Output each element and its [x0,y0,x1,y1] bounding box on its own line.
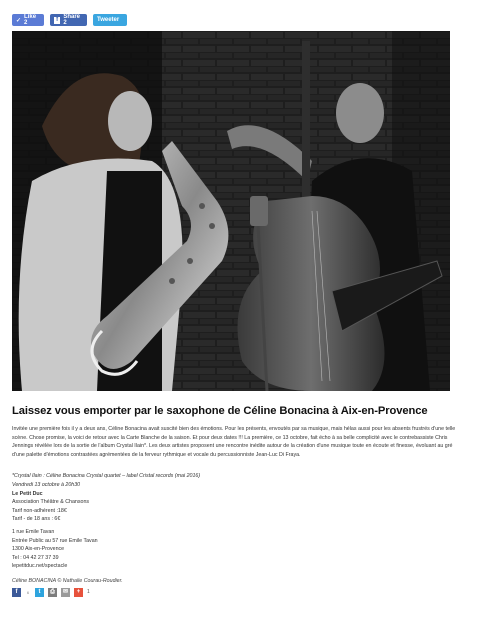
info-line: Tarif - de 18 ans : 6€ [12,516,61,523]
share-bar [12,14,127,26]
thumbs-up-icon: ✓ [16,17,22,24]
info-line: Tarif non-adhérent :18€ [12,507,67,514]
share-count: 1 [87,589,90,595]
website-link[interactable]: lepetitduc.net/spectacle [12,563,68,570]
article-title: Laissez vous emporter par le saxophone de Céline Bonacina à Aix-en-Provence [12,405,428,417]
social-share-row [12,588,90,597]
facebook-like-button[interactable] [12,14,44,26]
share-label: Share 2 [63,14,81,26]
email-icon[interactable]: ✉ [62,589,69,595]
article [12,405,464,584]
concert-photo-illustration [12,31,450,391]
concert-photo [12,31,450,391]
facebook-icon: f [54,17,60,24]
info-line: Association Théâtre & Chansons [12,499,90,506]
small-count: 6 [26,590,30,595]
address-line: 1 rue Emile Tavan [12,528,55,535]
event-date: Vendredi 13 octobre à 20h30 [12,481,81,488]
address-line: Entrée Public au 57 rue Emile Tavan [12,537,98,544]
tweet-label: Tweeter [97,17,120,23]
address-line: 1300 Aix-en-Provence [12,546,65,553]
event-info [12,472,464,571]
album-note: *Crystal Ilain : Céline Bonacina Crystal quartet – label Cristal records (mai 2016) [12,473,201,480]
print-icon[interactable]: ⎙ [48,588,57,597]
plus-icon[interactable]: + [74,588,83,597]
venue-name: Le Petit Duc [12,490,43,497]
tweet-button[interactable] [93,14,127,26]
facebook-share-button[interactable] [50,14,87,26]
like-label: Like 2 [24,14,37,26]
article-intro: Invitée une première fois il y a deux ans, Céline Bonacina avait suscité bien des émotions. Pour les présents, envoutés par sa musique, mais hélas aussi pour les absents frustrés d'une telle scène. Chose promise, la voici de retour avec la Carte Blanche de la saison. Et pour deux dates !!! La première, ce 13 octobre, fait écho à sa belle complicité avec le contrebassiste Chris Jennings révélée lors de la sortie de l'album Crystal Ilain*. Les deux artistes proposent une rencontre inédite autour de la création d'une musique toute en écoute et finesse, évoluant au gré d'une palette d'émotions contrastées agrémentées de la ferveur rythmique et vocale du percussionniste Jean-Luc Di Fraya. [12,426,456,458]
phone-line: Tel : 04 42 27 37 39 [12,554,59,561]
twitter-icon[interactable]: t [35,588,44,597]
facebook-icon[interactable]: f [12,588,21,597]
photo-credit: Céline BONACINA © Nathalie Courau-Roudier. [12,577,123,584]
